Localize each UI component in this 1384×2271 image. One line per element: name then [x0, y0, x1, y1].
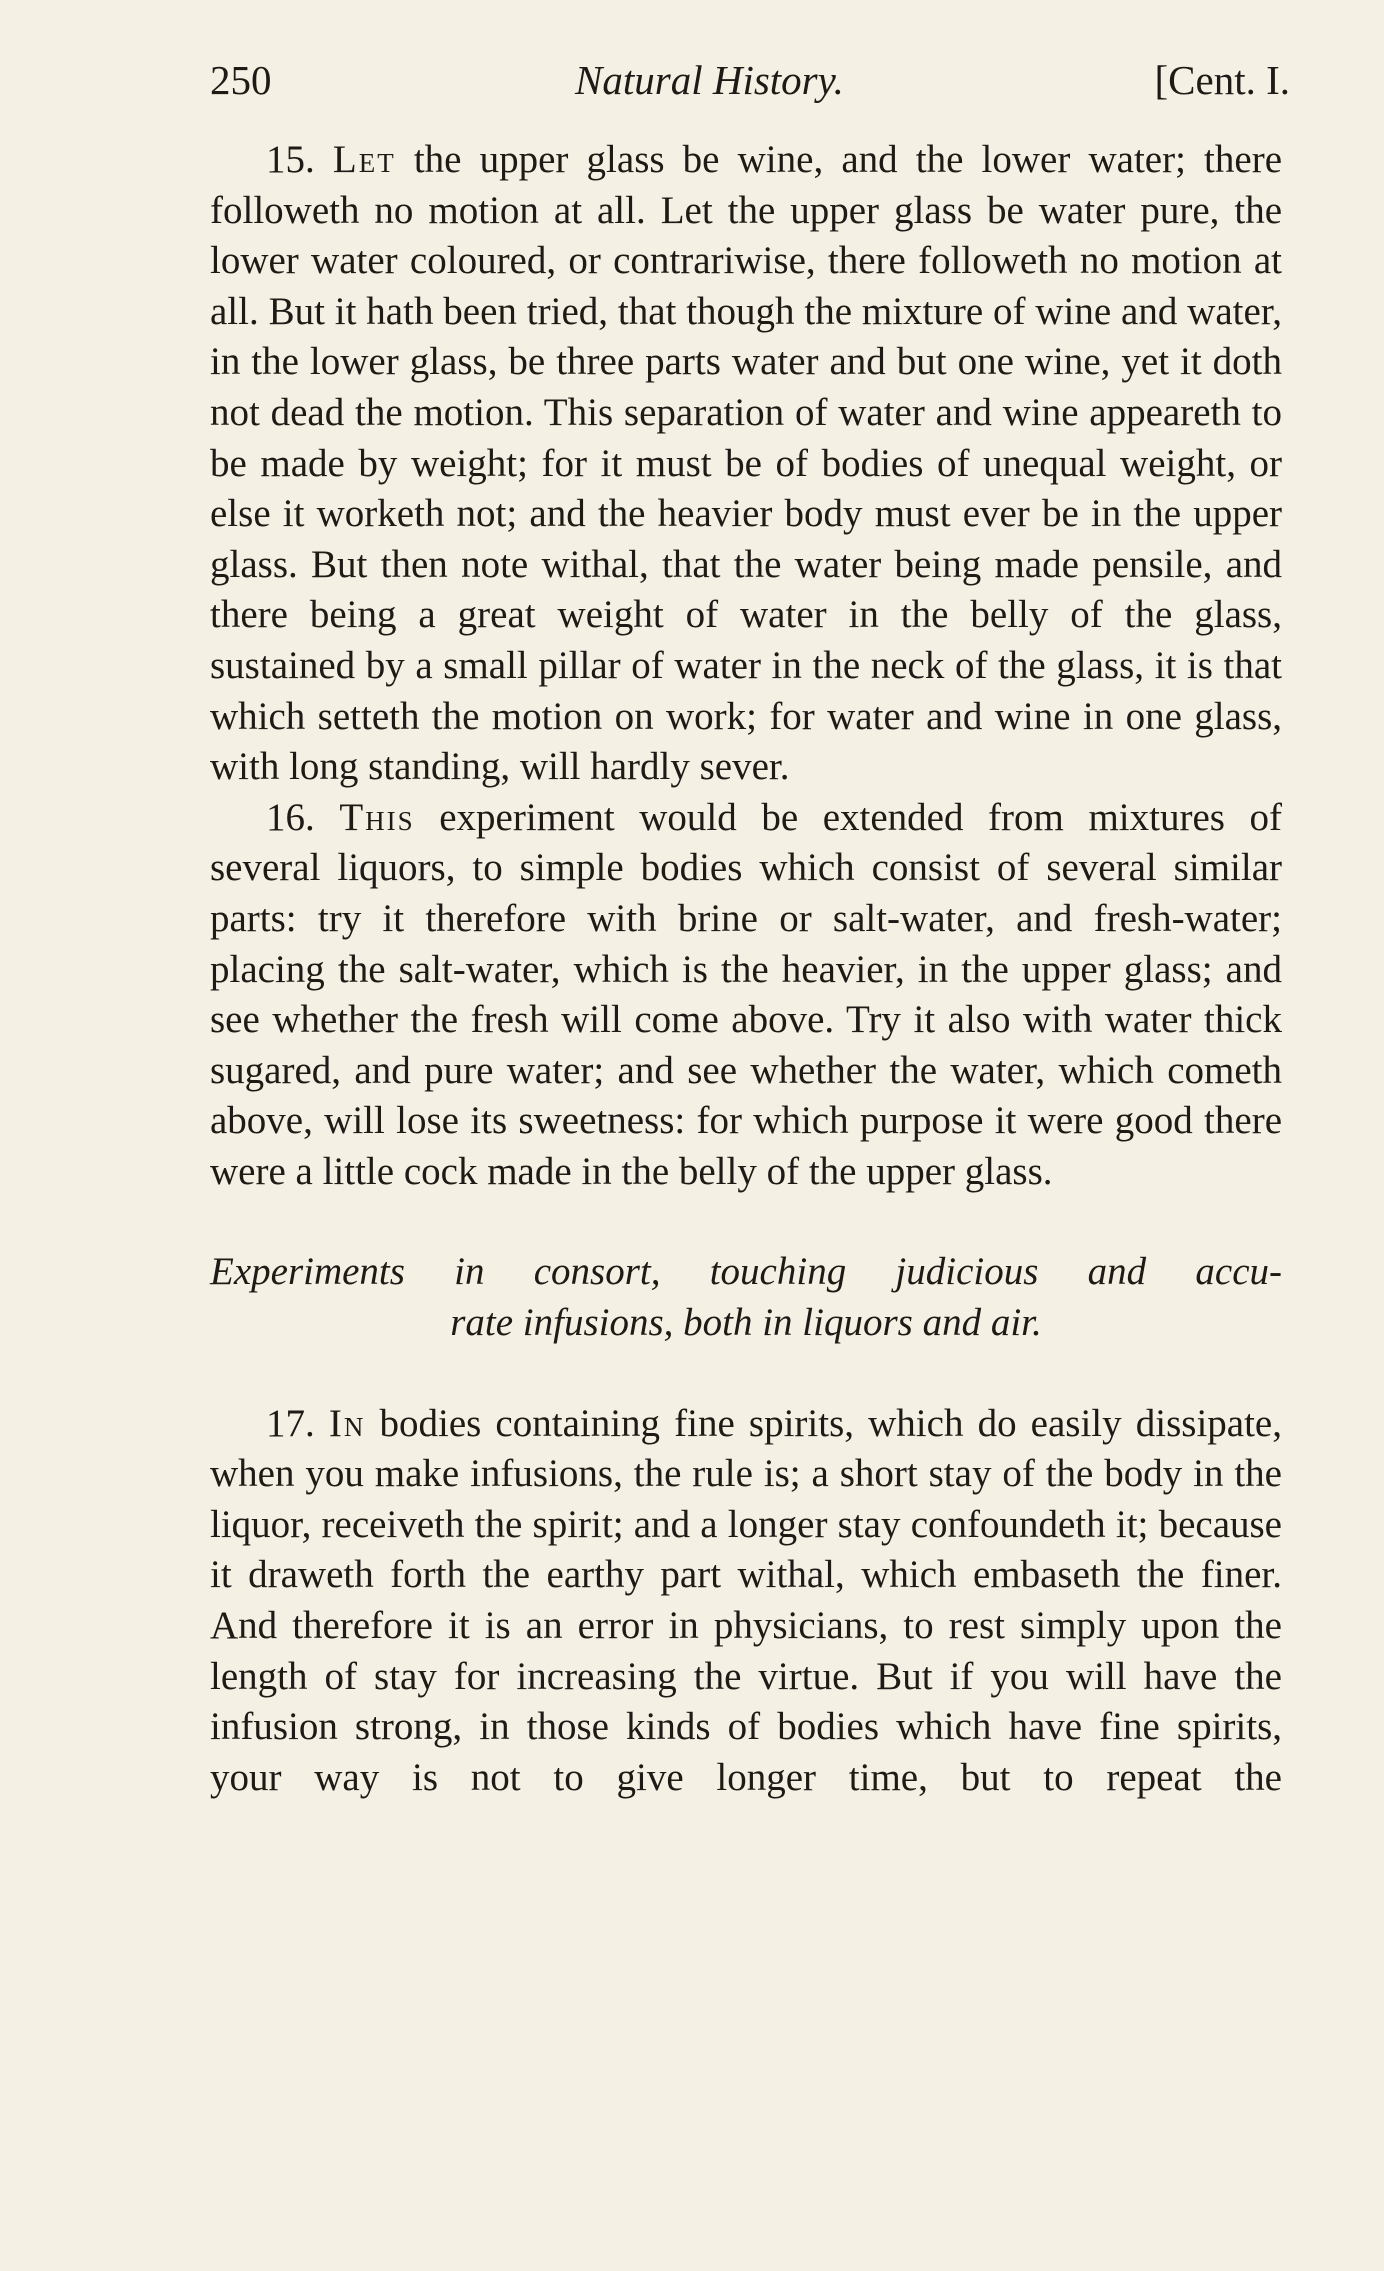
paragraph-15 [210, 135, 1282, 793]
page-header [210, 50, 1290, 110]
paragraph-number: 17. [266, 1401, 315, 1445]
section-marker: [Cent. I. [1154, 57, 1290, 103]
paragraph-lead-word: In [328, 1401, 366, 1445]
section-heading-line-2: rate infusions, both in liquors and air. [450, 1301, 1042, 1345]
section-heading [210, 1247, 1282, 1348]
paragraph-text: bodies containing fine spirits, which do easily dissipate, when you make infusions, the rule is; a short stay of the body in the liquor, receiveth the spirit; and a longer stay confoundeth it; because it draweth forth the earthy part withal, which embaseth the finer. And therefore it is an error in physicians, to rest simply upon the length of stay for increasing the virtue. But if you will have the infusion strong, in those kinds of bodies which have fine spirits, your way is not to give longer time, but to repeat the [210, 1401, 1282, 1799]
paragraph-17 [210, 1399, 1282, 1804]
paragraph-lead-word: This [339, 795, 415, 839]
paragraph-text: experiment would be extended from mixtures of several liquors, to simple bodies which consist of several similar parts: try it therefore with brine or salt-water, and fresh-water; placing the salt-water, which is the heavier, in the upper glass; and see whether the fresh will come above. Try it also with water thick sugared, and pure water; and see whether the water, which cometh above, will lose its sweetness: for which purpose it were good there were a little cock made in the belly of the upper glass. [210, 795, 1282, 1193]
paragraph-number: 16. [266, 795, 315, 839]
paragraph-number: 15. [266, 138, 315, 181]
paragraph-lead-word: Let [332, 138, 396, 181]
spacer [210, 1349, 1282, 1399]
page-body [210, 135, 1282, 1803]
section-heading-line-1: Experiments in consort, touching judicious and accu- [210, 1250, 1282, 1294]
paragraph-16 [210, 793, 1282, 1198]
page-number: 250 [210, 57, 272, 103]
running-title: Natural History. [575, 57, 844, 103]
paragraph-text: the upper glass be wine, and the lower water; there followeth no motion at all. Let the upper glass be water pure, the lower water coloured, or contrariwise, there followeth no motion at all. But it hath been tried, that though the mixture of wine and water, in the lower glass, be three parts water and but one wine, yet it doth not dead the motion. This separation of water and wine appeareth to be made by weight; for it must be of bodies of unequal weight, or else it worketh not; and the heavier body must ever be in the upper glass. But then note withal, that the water being made pensile, and there being a great weight of water in the belly of the glass, sustained by a small pillar of water in the neck of the glass, it is that which setteth the motion on work; for water and wine in one glass, with long standing, will hardly sever. [210, 138, 1283, 789]
